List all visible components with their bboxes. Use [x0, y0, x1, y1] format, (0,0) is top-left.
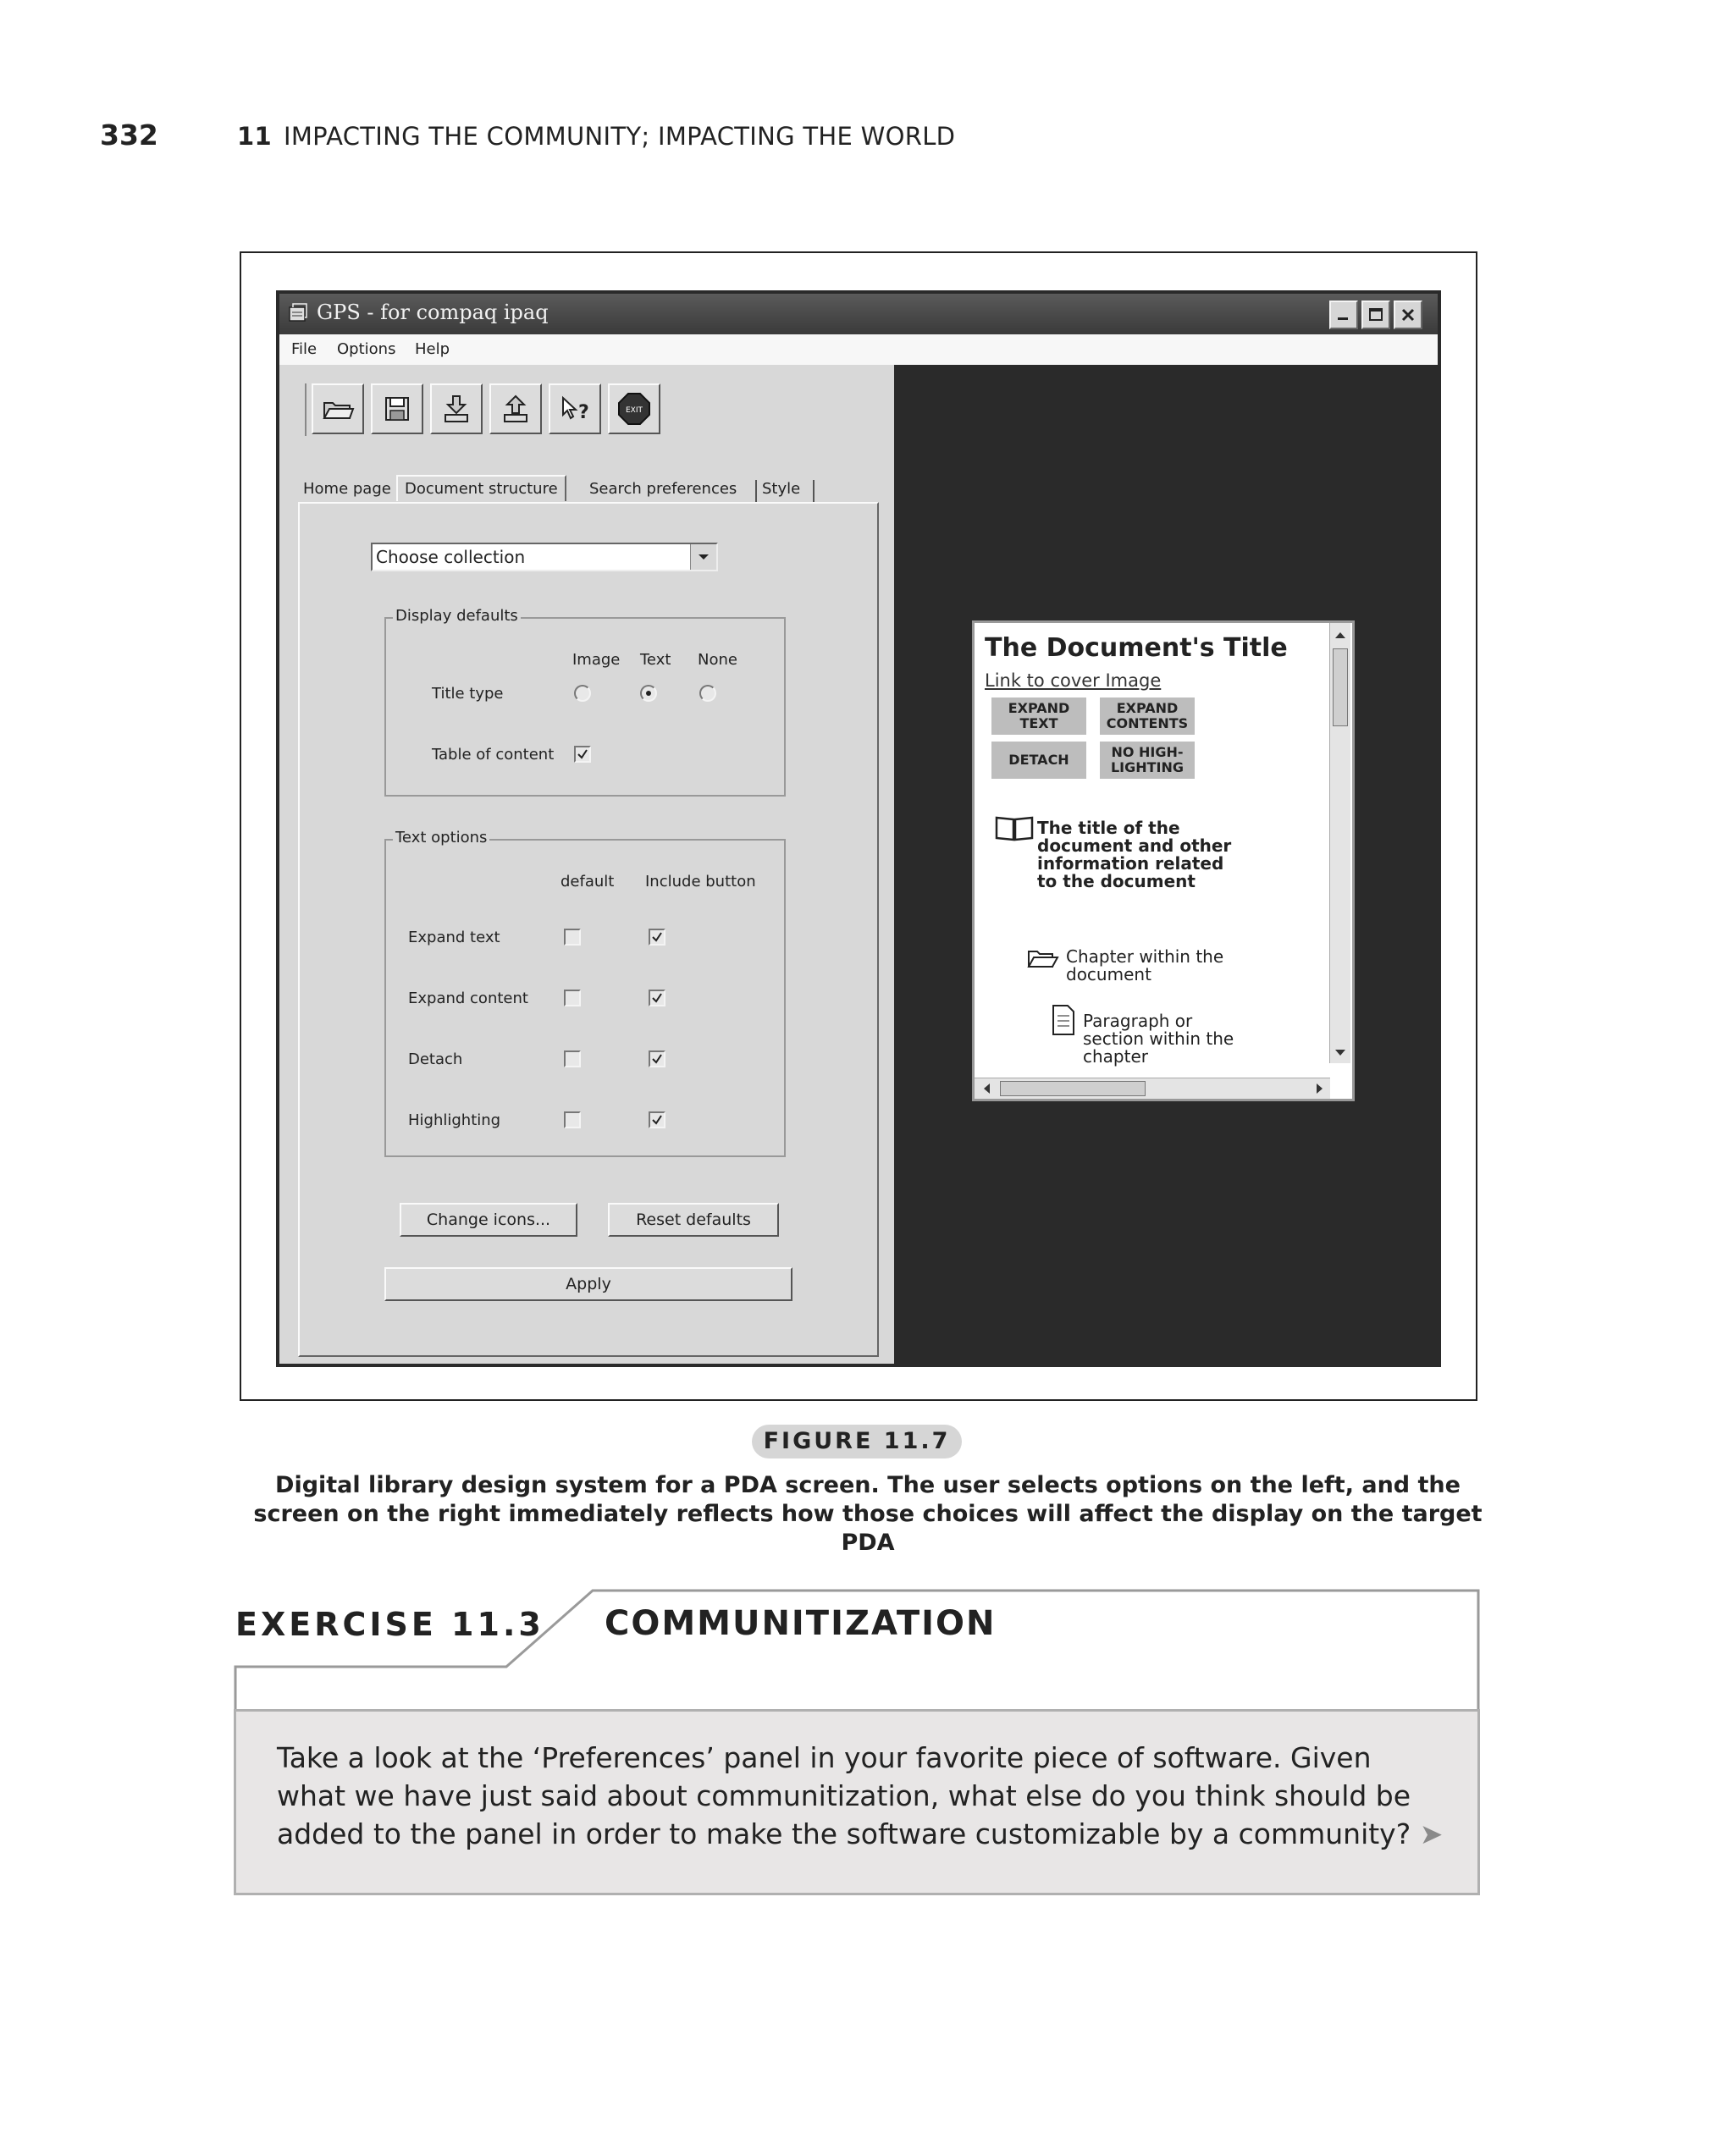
checkbox-highlighting-default[interactable] — [564, 1111, 581, 1128]
preview-paragraph: Paragraph or section within the chapter — [1083, 1011, 1234, 1067]
reset-defaults-button[interactable]: Reset defaults — [608, 1203, 779, 1237]
page-icon — [1051, 1004, 1076, 1036]
open-button[interactable] — [312, 383, 364, 434]
column-include-button: Include button — [645, 873, 756, 891]
checkbox-detach-default[interactable] — [564, 1050, 581, 1067]
option-highlighting-label: Highlighting — [408, 1111, 501, 1129]
tab-search-preferences[interactable]: Search preferences — [589, 480, 737, 498]
minimize-icon — [1336, 307, 1351, 323]
close-icon — [1400, 307, 1416, 323]
scroll-left-icon — [978, 1078, 997, 1099]
change-icons-button[interactable]: Change icons... — [400, 1203, 577, 1237]
figure-caption: Digital library design system for a PDA screen. The user selects options on the left, and the screen on the right immediately reflects how those choices will affect the display on the target PDA — [253, 1472, 1483, 1556]
folder-icon — [1027, 948, 1059, 968]
checkbox-highlighting-include[interactable] — [649, 1111, 665, 1128]
column-default: default — [561, 873, 615, 891]
checkbox-expand-content-default[interactable] — [564, 990, 581, 1006]
upload-icon — [502, 394, 529, 423]
check-icon — [651, 1053, 663, 1065]
preview-expand-contents-button[interactable]: EXPAND CONTENTS — [1100, 698, 1195, 735]
vertical-scroll-thumb[interactable] — [1333, 648, 1348, 726]
exercise-body — [234, 1709, 1480, 1895]
group-label-display-defaults: Display defaults — [393, 607, 521, 625]
tab-style[interactable]: Style — [762, 480, 801, 498]
menu-bar — [279, 334, 1438, 365]
save-button[interactable] — [371, 383, 423, 434]
preview-chapter: Chapter within the document — [1066, 946, 1224, 984]
book-icon — [995, 814, 1034, 841]
table-of-content-label: Table of content — [432, 746, 555, 764]
column-image: Image — [572, 651, 621, 669]
title-bar[interactable] — [279, 294, 1438, 334]
horizontal-scroll-thumb[interactable] — [1000, 1081, 1146, 1096]
collection-select-value: Choose collection — [376, 547, 526, 567]
save-disk-icon — [384, 395, 411, 422]
scroll-right-icon — [1310, 1078, 1328, 1099]
vertical-scrollbar[interactable] — [1329, 623, 1350, 1063]
preview-document-info: The title of the document and other information related to the document — [1037, 818, 1232, 891]
figure-label: FIGURE 11.7 — [752, 1425, 962, 1458]
group-label-text-options: Text options — [393, 829, 489, 846]
help-pointer-icon — [558, 394, 592, 423]
page-number: 332 — [100, 119, 158, 152]
menu-file[interactable]: File — [291, 340, 318, 358]
preview-cover-link[interactable]: Link to cover Image — [985, 670, 1162, 691]
column-none: None — [698, 651, 737, 669]
exercise-label: EXERCISE 11.3 — [235, 1606, 544, 1643]
text-options-group — [384, 829, 786, 1157]
close-button[interactable] — [1394, 301, 1422, 329]
preview-no-highlighting-button[interactable]: NO HIGH-LIGHTING — [1100, 742, 1195, 779]
chapter-title: IMPACTING THE COMMUNITY; IMPACTING THE WORLD — [283, 122, 956, 151]
tab-home-page[interactable]: Home page — [303, 480, 391, 498]
collection-select[interactable] — [371, 543, 718, 571]
checkbox-expand-text-default[interactable] — [564, 929, 581, 946]
option-expand-content-label: Expand content — [408, 990, 528, 1007]
maximize-icon — [1368, 307, 1383, 323]
window-title: GPS - for compaq ipaq — [317, 301, 549, 324]
minimize-button[interactable] — [1329, 301, 1358, 329]
exit-button[interactable] — [608, 383, 660, 434]
title-type-label: Title type — [432, 685, 504, 703]
chevron-down-icon[interactable] — [690, 544, 716, 570]
tab-strip — [301, 475, 809, 505]
exit-stop-icon — [617, 392, 651, 426]
download-icon — [443, 394, 470, 423]
checkbox-expand-content-include[interactable] — [649, 990, 665, 1006]
open-folder-icon — [321, 396, 355, 422]
preview-document-title: The Document's Title — [985, 633, 1288, 663]
continue-arrow-icon: ➤ — [1419, 1817, 1444, 1850]
option-detach-label: Detach — [408, 1050, 463, 1068]
checkbox-expand-text-include[interactable] — [649, 929, 665, 946]
maximize-button[interactable] — [1361, 301, 1390, 329]
exercise-title: COMMUNITIZATION — [605, 1604, 997, 1643]
check-icon — [651, 1114, 663, 1126]
upload-button[interactable] — [489, 383, 542, 434]
exercise-question: Take a look at the ‘Preferences’ panel in your favorite piece of software. Given what we have just said about communitization, what else do you think should be added to the panel in order to make the software customizable by a community? — [277, 1741, 1411, 1850]
svg-text:?: ? — [578, 402, 589, 423]
preview-expand-text-button[interactable]: EXPAND TEXT — [991, 698, 1086, 735]
menu-help[interactable]: Help — [415, 340, 450, 358]
option-expand-text-label: Expand text — [408, 929, 500, 946]
svg-text:EXIT: EXIT — [625, 406, 643, 415]
check-icon — [651, 931, 663, 943]
tab-separator — [755, 480, 757, 502]
running-header — [237, 122, 955, 151]
radio-title-text[interactable] — [640, 685, 657, 702]
checkbox-detach-include[interactable] — [649, 1050, 665, 1067]
pda-preview — [972, 620, 1355, 1101]
tab-document-structure[interactable]: Document structure — [396, 475, 566, 501]
download-button[interactable] — [430, 383, 483, 434]
checkbox-table-of-content[interactable] — [574, 746, 591, 763]
radio-title-none[interactable] — [699, 685, 716, 702]
scroll-down-icon — [1330, 1043, 1350, 1061]
apply-button[interactable]: Apply — [384, 1267, 792, 1301]
check-icon — [577, 748, 588, 760]
chapter-number: 11 — [237, 122, 272, 151]
toolbar — [305, 383, 667, 436]
display-defaults-group — [384, 607, 786, 797]
column-text: Text — [640, 651, 671, 669]
tab-separator — [813, 480, 815, 502]
scroll-up-icon — [1330, 626, 1350, 645]
menu-options[interactable]: Options — [337, 340, 396, 358]
exercise-box — [234, 1589, 1480, 1895]
help-button[interactable] — [549, 383, 601, 434]
app-icon — [288, 302, 310, 324]
exercise-text — [277, 1739, 1445, 1853]
preview-detach-button[interactable]: DETACH — [991, 742, 1086, 779]
check-icon — [651, 992, 663, 1004]
radio-title-image[interactable] — [574, 685, 591, 702]
horizontal-scrollbar[interactable] — [975, 1078, 1330, 1099]
